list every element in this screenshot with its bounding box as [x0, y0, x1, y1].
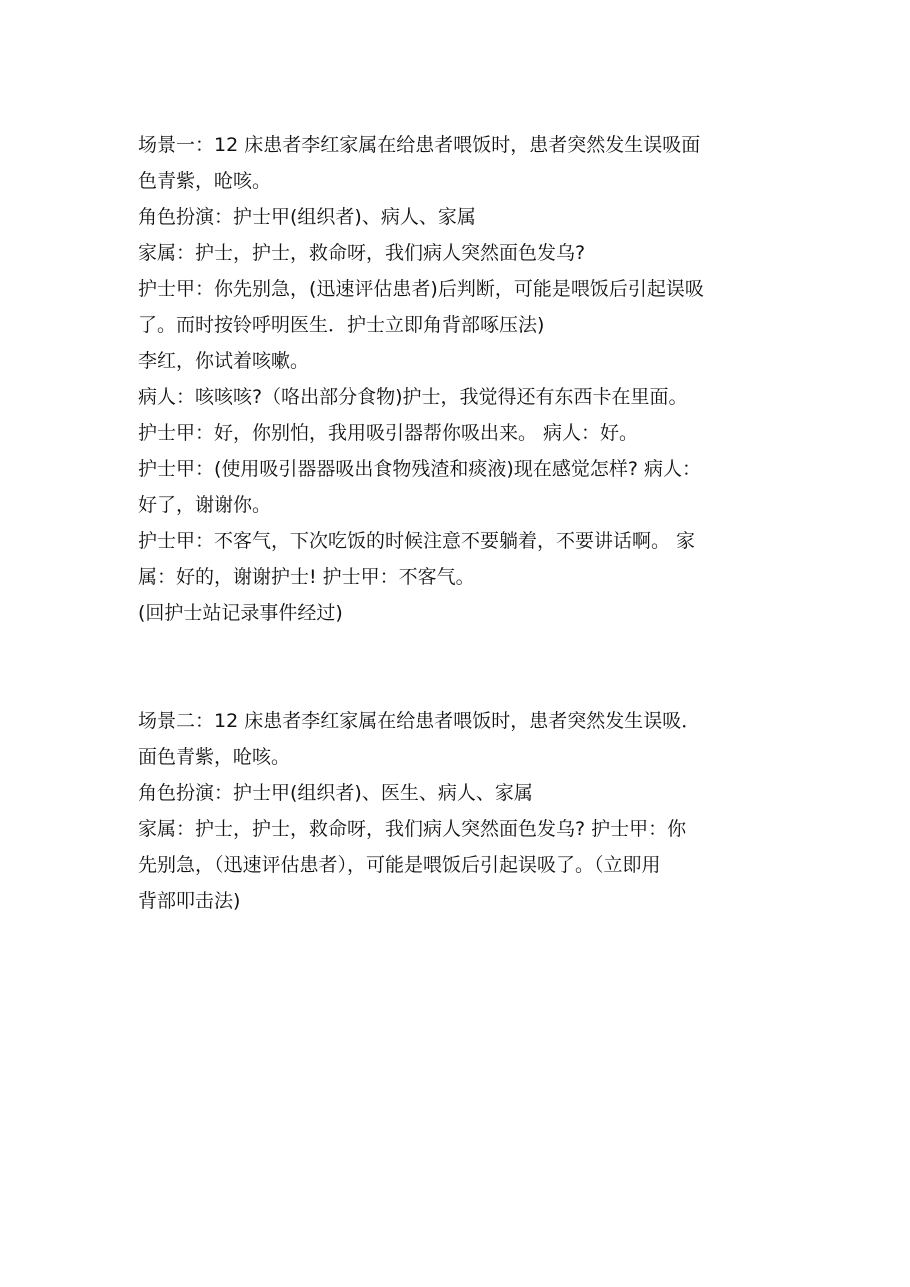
- text-line: 角色扮演：护士甲(组织者)、医生、病人、家属: [138, 782, 533, 804]
- text-line: 好了，谢谢你。: [138, 494, 272, 516]
- text-line: 病人：咳咳咳?（咯出部分食物)护士，我觉得还有东西卡在里面。: [138, 386, 688, 408]
- text-line: 面色青紫，呛咳。: [138, 746, 291, 768]
- text-line: 属：好的，谢谢护士! 护士甲：不客气。: [138, 566, 475, 588]
- text-line: 场景二：12 床患者李红家属在给患者喂饭时，患者突然发生误吸．: [138, 710, 701, 732]
- text-line: 家属：护士，护士，救命呀，我们病人突然面色发乌? 护士甲：你: [138, 818, 687, 840]
- text-line: 护士甲：不客气，下次吃饭的时候注意不要躺着，不要讲话啊。 家: [138, 530, 696, 552]
- document-body: [138, 127, 778, 919]
- text-line: 家属：护士，护士，救命呀，我们病人突然面色发乌?: [138, 242, 586, 264]
- text-line: 李红，你试着咳嗽。: [138, 350, 310, 372]
- text-line: 场景一：12 床患者李红家属在给患者喂饭时，患者突然发生误吸面: [138, 134, 701, 156]
- text-line: (回护士站记录事件经过): [138, 602, 343, 624]
- text-line: 了。而时按铃呼明医生．护士立即角背部啄压法): [138, 314, 545, 336]
- text-line: 护士甲：好，你别怕，我用吸引器帮你吸出来。 病人：好。: [138, 422, 639, 444]
- text-line: 护士甲：你先别急，(迅速评估患者)后判断，可能是喂饭后引起误吸: [138, 278, 704, 300]
- scene-two-section: [138, 703, 778, 919]
- scene-one-section: [138, 127, 778, 631]
- text-line: 角色扮演：护士甲(组织者)、病人、家属: [138, 206, 476, 228]
- text-line: 色青紫，呛咳。: [138, 170, 272, 192]
- text-line: 先别急，（迅速评估患者），可能是喂饭后引起误吸了。（立即用: [138, 854, 661, 876]
- text-line: 背部叩击法): [138, 890, 241, 912]
- text-line: 护士甲：(使用吸引器器吸出食物残渣和痰液)现在感觉怎样? 病人：: [138, 458, 701, 480]
- section-spacer: [138, 631, 778, 703]
